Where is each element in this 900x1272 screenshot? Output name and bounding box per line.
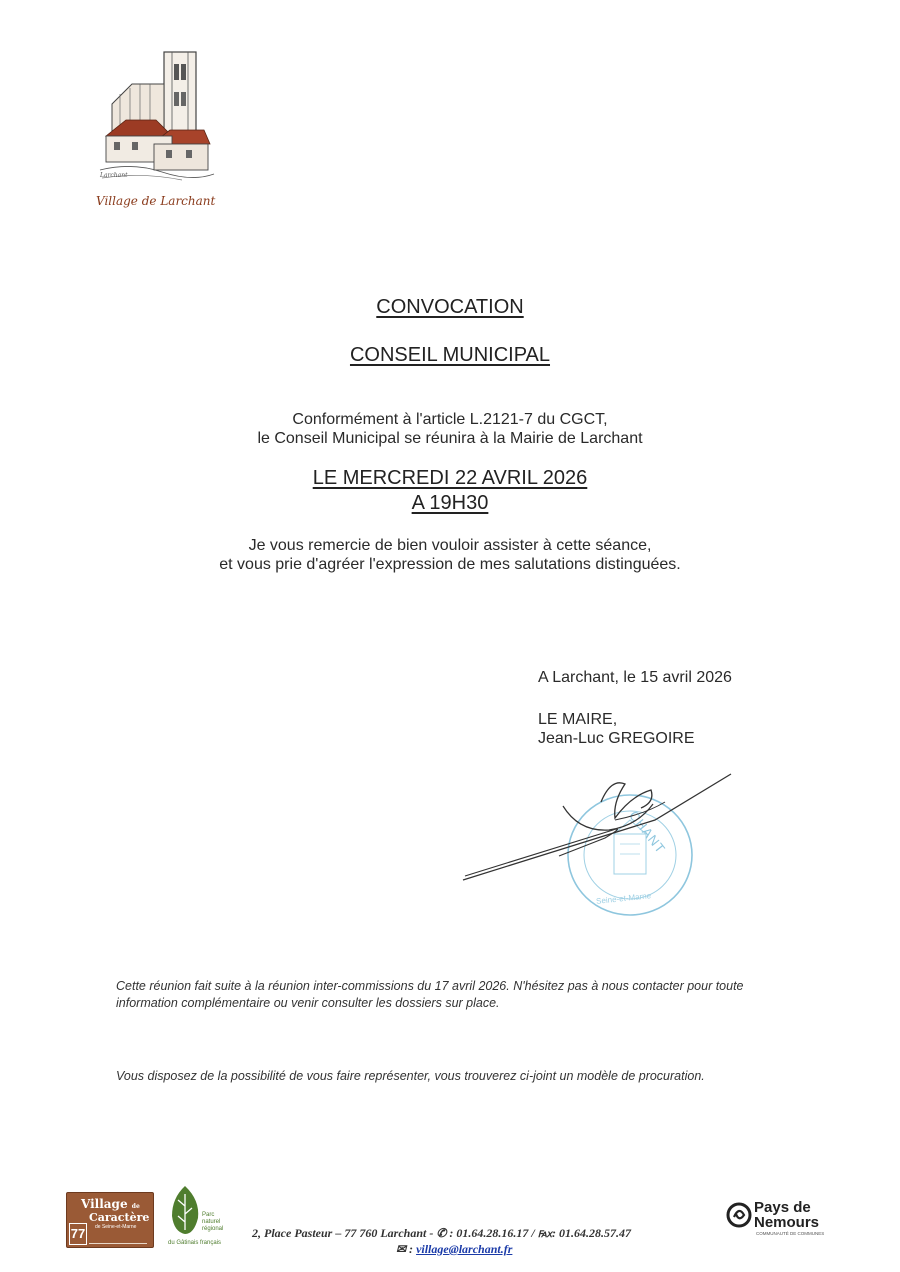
intro-line: Conformément à l'article L.2121-7 du CGCT, [292, 411, 608, 428]
page-subtitle: CONSEIL MUNICIPAL [349, 344, 551, 366]
closing-paragraph [0, 536, 900, 574]
badge-caractere: Caractère [89, 1211, 150, 1224]
parc-line: naturel [202, 1219, 221, 1225]
badge-village: Village [81, 1197, 128, 1211]
parc-gatinais-logo [168, 1184, 228, 1250]
meeting-date: LE MERCREDI 22 AVRIL 2026 [312, 467, 588, 489]
stamp-bottom-text: Seine-et-Marne [595, 891, 652, 906]
page-title: CONVOCATION [376, 296, 524, 318]
footer-email-line [396, 1242, 512, 1257]
mayor-signature-icon [455, 768, 745, 888]
intro-paragraph [0, 410, 900, 448]
parc-line: du Gâtinais français [168, 1240, 222, 1246]
footer-address: 2, Place Pasteur – 77 760 Larchant - [252, 1226, 434, 1240]
sketch-signature: Larchant [100, 172, 128, 179]
nemours-line3: COMMUNAUTÉ DE COMMUNES [756, 1231, 825, 1236]
pays-de-nemours-logo [726, 1200, 846, 1240]
stamp-text: CHANT [626, 808, 669, 857]
parc-line: Parc [202, 1212, 215, 1218]
nemours-line1: Pays de [754, 1199, 811, 1216]
parc-line: régional [202, 1226, 224, 1232]
closing-line: Je vous remercie de bien vouloir assister à cette séance, [248, 537, 652, 554]
meeting-time: A 19H30 [411, 492, 489, 514]
badge-village-silhouette [89, 1233, 147, 1244]
note-paragraph: Vous disposez de la possibilité de vous faire représenter, vous trouverez ci-joint un modèle de procuration. [116, 1069, 705, 1083]
leaf-icon [168, 1184, 202, 1236]
nemours-line2: Nemours [754, 1214, 820, 1231]
logo-caption: Village de Larchant [96, 194, 216, 208]
intro-line: le Conseil Municipal se réunira à la Mairie de Larchant [257, 430, 643, 447]
signoff-role: LE MAIRE, [538, 711, 618, 728]
badge-seine: de Seine-et-Marne [95, 1224, 137, 1230]
envelope-icon: ✉ : [396, 1242, 414, 1256]
footer-email-link[interactable]: village@larchant.fr [416, 1242, 513, 1256]
place-date: A Larchant, le 15 avril 2026 [538, 669, 732, 686]
closing-line: et vous prie d'agréer l'expression de mes salutations distinguées. [219, 556, 681, 573]
village-logo [92, 44, 222, 214]
note-paragraph: Cette réunion fait suite à la réunion inter-commissions du 17 avril 2026. N'hésitez pas à nous contacter pour toute information complémentaire ou venir consulter les dossiers sur place. [116, 979, 744, 1010]
meeting-datetime [0, 466, 900, 516]
footer-fax: ℻: 01.64.28.57.47 [537, 1226, 632, 1240]
footer-contact [252, 1226, 631, 1241]
village-caractere-badge [66, 1192, 154, 1248]
badge-de: de [131, 1203, 140, 1210]
badge-number: 77 [69, 1223, 87, 1245]
nemours-swirl-icon [726, 1202, 752, 1228]
footer-phone: ✆ : 01.64.28.16.17 / [436, 1226, 535, 1240]
signoff-name: Jean-Luc GREGOIRE [538, 730, 695, 747]
